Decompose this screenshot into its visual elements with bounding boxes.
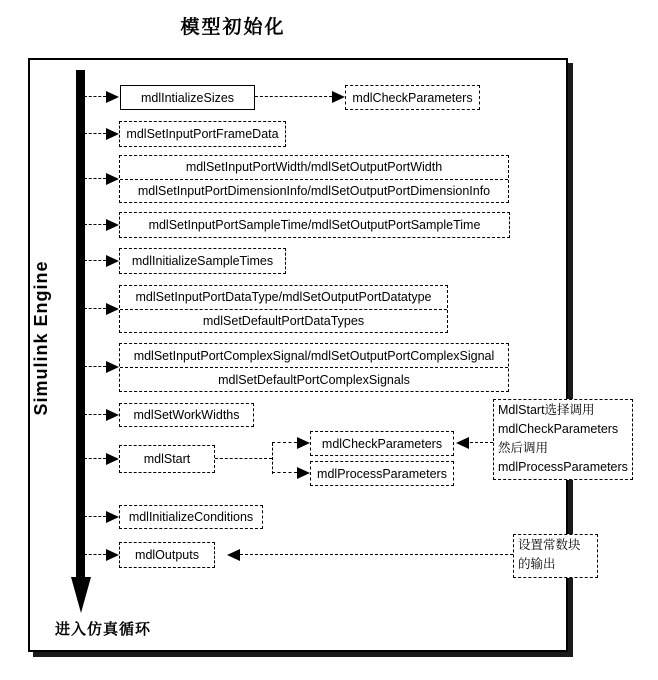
- arrowhead-start-to-checkparams-icon: [297, 437, 310, 449]
- note-mdl-outputs-line1: 设置常数块: [518, 538, 581, 552]
- connector-row-complex-signal: [84, 366, 106, 367]
- connector-row-initialize-conditions: [84, 516, 106, 517]
- connector-sizes-to-checkparams: [255, 96, 332, 97]
- connector-row-initialize-sample-times: [84, 260, 106, 261]
- connector-row-data-type: [84, 308, 106, 309]
- arrowhead-row-initialize-sample-times-icon: [106, 255, 119, 267]
- note-mdl-start: [493, 399, 633, 480]
- box-port-width-group: [119, 155, 509, 203]
- box-mdl-check-parameters-top: mdlCheckParameters: [345, 85, 480, 110]
- box-mdl-process-parameters: mdlProcessParameters: [310, 461, 454, 486]
- connector-note-to-checkparams: [470, 442, 493, 443]
- arrowhead-note-to-checkparams-icon: [456, 437, 469, 449]
- note-mdl-start-line3: 然后调用: [498, 441, 549, 455]
- box-mdl-set-default-data-types: mdlSetDefaultPortDataTypes: [202, 313, 365, 328]
- box-complex-signal-group: [119, 343, 509, 392]
- engine-timeline-bar: [76, 70, 85, 578]
- note-mdl-outputs: [513, 534, 598, 578]
- box-mdl-outputs: mdlOutputs: [119, 542, 215, 568]
- diagram-title: 模型初始化: [180, 17, 286, 38]
- note-mdl-outputs-line2: 的输出: [518, 557, 556, 571]
- box-mdl-initialize-sample-times: mdlInitializeSampleTimes: [119, 248, 286, 274]
- box-mdl-set-sample-time: mdlSetInputPortSampleTime/mdlSetOutputPortSampleTime: [119, 212, 510, 238]
- arrowhead-sizes-to-checkparams-icon: [332, 91, 345, 103]
- box-mdl-set-default-complex-signals: mdlSetDefaultPortComplexSignals: [218, 372, 410, 387]
- box-mdl-set-dimension-info: mdlSetInputPortDimensionInfo/mdlSetOutputPortDimensionInfo: [137, 183, 491, 198]
- arrowhead-row-data-type-icon: [106, 303, 119, 315]
- arrowhead-row-port-width-icon: [106, 173, 119, 185]
- enter-simulation-loop-label: 进入仿真循环: [55, 621, 152, 638]
- box-data-type-group: [119, 285, 448, 333]
- box-mdl-set-data-type: mdlSetInputPortDataType/mdlSetOutputPortDatatype: [120, 286, 447, 310]
- box-mdl-set-work-widths: mdlSetWorkWidths: [119, 403, 254, 427]
- box-mdl-start: mdlStart: [119, 445, 215, 473]
- arrowhead-row-outputs-icon: [106, 549, 119, 561]
- arrowhead-row-complex-signal-icon: [106, 361, 119, 373]
- connector-start-to-processparams: [272, 472, 297, 473]
- box-mdl-check-parameters: mdlCheckParameters: [310, 431, 454, 456]
- box-mdl-set-port-width: mdlSetInputPortWidth/mdlSetOutputPortWidth: [120, 156, 508, 180]
- connector-start-to-checkparams: [272, 442, 297, 443]
- arrowhead-row-initialize-sizes-icon: [106, 91, 119, 103]
- arrowhead-row-frame-data-icon: [106, 128, 119, 140]
- arrowhead-note-to-outputs-icon: [227, 549, 240, 561]
- arrowhead-row-work-widths-icon: [106, 409, 119, 421]
- connector-row-frame-data: [84, 133, 106, 134]
- connector-start-branch-vertical: [272, 443, 273, 474]
- box-mdl-initialize-conditions: mdlInitializeConditions: [119, 505, 263, 529]
- note-mdl-start-line1: MdlStart选择调用: [498, 403, 595, 417]
- connector-start-branch-stem: [215, 458, 272, 459]
- note-mdl-start-line4: mdlProcessParameters: [498, 460, 628, 474]
- arrowhead-row-start-icon: [106, 453, 119, 465]
- engine-label: Simulink Engine: [31, 260, 51, 416]
- box-mdl-set-complex-signal: mdlSetInputPortComplexSignal/mdlSetOutputPortComplexSignal: [120, 344, 508, 368]
- box-mdl-set-input-port-frame-data: mdlSetInputPortFrameData: [119, 121, 286, 147]
- connector-row-sample-time: [84, 224, 106, 225]
- connector-row-initialize-sizes: [84, 96, 106, 97]
- arrowhead-row-sample-time-icon: [106, 219, 119, 231]
- connector-row-port-width: [84, 178, 106, 179]
- box-mdl-intialize-sizes: mdlIntializeSizes: [120, 85, 255, 110]
- note-mdl-start-line2: mdlCheckParameters: [498, 422, 619, 436]
- connector-row-work-widths: [84, 414, 106, 415]
- connector-note-to-outputs: [240, 554, 513, 555]
- engine-timeline-arrowhead-icon: [71, 577, 91, 613]
- connector-row-start: [84, 458, 106, 459]
- connector-row-outputs: [84, 554, 106, 555]
- arrowhead-row-initialize-conditions-icon: [106, 511, 119, 523]
- arrowhead-start-to-processparams-icon: [297, 467, 310, 479]
